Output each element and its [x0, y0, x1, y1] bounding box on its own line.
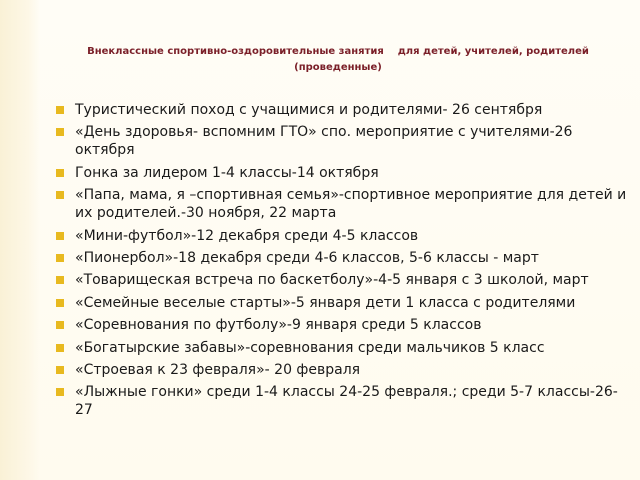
list-item-text: Туристический поход с учащимися и родителями- 26 сентября — [75, 102, 543, 118]
square-bullet-icon — [56, 254, 64, 262]
list-item — [52, 227, 627, 245]
square-bullet-icon — [56, 232, 64, 240]
slide-title-line-1: Внеклассные спортивно-оздоровительные занятия для детей, учителей, родителей — [87, 46, 589, 57]
list-item-text: «Строевая к 23 февраля»- 20 февраля — [75, 361, 361, 378]
list-item-text: «Папа, мама, я –спортивная семья»-спортивное мероприятие для детей и их родителей.-30 ноября, 22 марта — [75, 187, 627, 222]
list-item-text: Гонка за лидером 1-4 классы-14 октября — [75, 164, 379, 181]
list-item — [52, 249, 627, 267]
list-item-text: «Богатырские забавы»-соревнования среди мальчиков 5 класс — [75, 339, 545, 356]
square-bullet-icon — [56, 344, 64, 352]
list-item — [52, 316, 627, 334]
square-bullet-icon — [56, 388, 64, 396]
square-bullet-icon — [56, 191, 64, 199]
list-item-text: «Семейные веселые старты»-5 января дети 1 класса с родителями — [75, 294, 576, 311]
square-bullet-icon — [56, 321, 64, 329]
list-item — [52, 271, 627, 289]
square-bullet-icon — [56, 128, 64, 136]
slide-title-line-2: (проведенные) — [294, 62, 382, 73]
list-item — [52, 123, 627, 159]
list-item — [52, 186, 627, 222]
square-bullet-icon — [56, 169, 64, 177]
square-bullet-icon — [56, 366, 64, 374]
square-bullet-icon — [56, 299, 64, 307]
list-item — [52, 361, 627, 379]
decorative-strip — [0, 0, 40, 480]
square-bullet-icon — [56, 106, 64, 114]
list-item-text: «Товарищеская встреча по баскетболу»-4-5 января с 3 школой, март — [75, 272, 589, 289]
list-item-text: «Лыжные гонки» среди 1-4 классы 24-25 февраля.; среди 5-7 классы-26-27 — [75, 384, 618, 419]
list-item — [52, 164, 627, 182]
list-item — [52, 294, 627, 312]
list-item-text: «Мини-футбол»-12 декабря среди 4-5 классов — [75, 227, 419, 244]
list-item — [52, 383, 627, 419]
list-item-text: «День здоровья- вспомним ГТО» спо. мероприятие с учителями-26 октября — [75, 124, 573, 159]
square-bullet-icon — [56, 276, 64, 284]
slide-title — [48, 44, 628, 76]
list-item — [52, 339, 627, 357]
events-list — [52, 101, 627, 424]
list-item — [52, 101, 627, 119]
list-item-text: «Соревнования по футболу»-9 января среди 5 классов — [75, 317, 482, 334]
list-item-text: «Пионербол»-18 декабря среди 4-6 классов, 5-6 классы - март — [75, 249, 539, 266]
